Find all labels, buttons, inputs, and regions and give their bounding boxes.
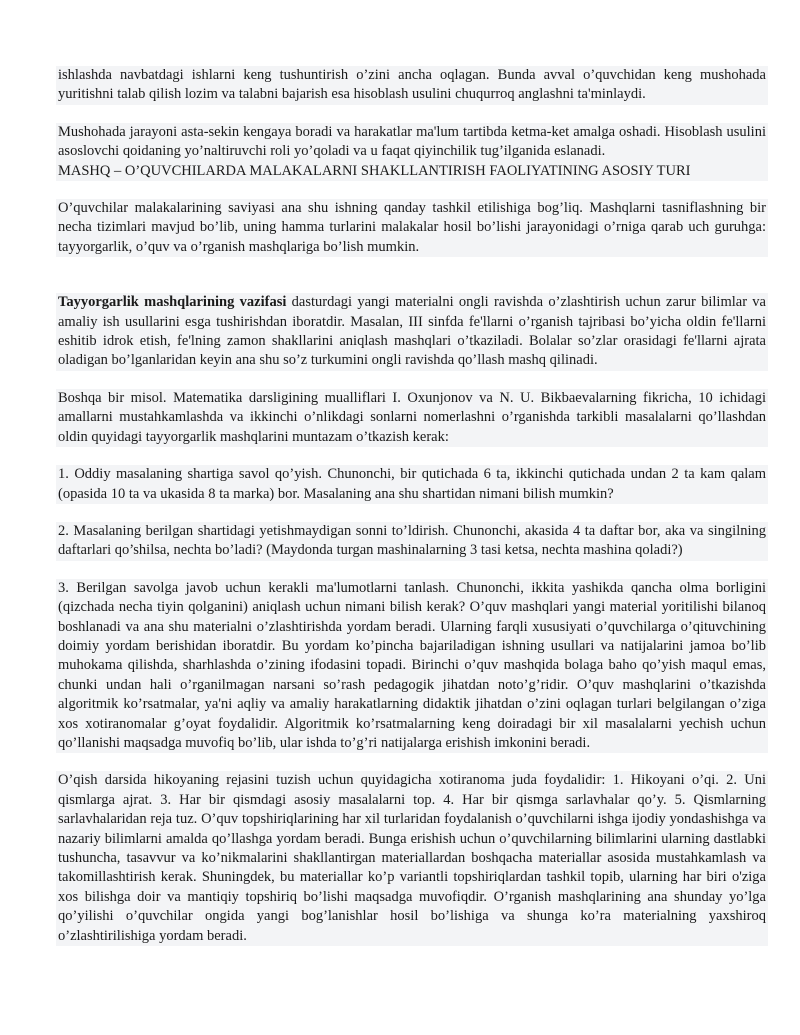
paragraph-spacer	[56, 257, 768, 293]
paragraph-spacer	[56, 561, 768, 579]
paragraph-spacer	[56, 371, 768, 389]
document-page	[56, 66, 768, 946]
paragraph-spacer	[56, 181, 768, 199]
paragraph-classification: O’quvchilar malakalarining saviyasi ana shu ishning qanday tashkil etilishiga bog’liq. Mashqlarni tasniflashning bir necha tizimlari mavjud bo’lib, uning hamma turlarini malakalar hosil bo’lishi jarayonidagi o’rniga qarab uch guruhga: tayyorgarlik, o’quv va o’rganish mashqlariga bo’lish mumkin.	[56, 199, 768, 257]
paragraph-preparatory-exercises	[56, 293, 768, 371]
paragraph-intro: ishlashda navbatdagi ishlarni keng tushuntirish o’zini ancha oqlagan. Bunda avval o’quvchidan keng mushohada yuritishni talab qilish lozim va talabni bajarish esa hisoblash usulini chuqurroq anglashni ta'minlaydi.	[56, 66, 768, 105]
section-heading: MASHQ – O’QUVCHILARDA MALAKALARNI SHAKLLANTIRISH FAOLIYATINING ASOSIY TURI	[58, 162, 691, 179]
paragraph-spacer	[56, 447, 768, 465]
paragraph-preparatory-text: dasturdagi yangi materialni ongli ravishda o’zlashtirish uchun zarur bilimlar va amaliy ish usullarini esga tushirishdan iboratdir. Masalan, III sinfda fe'llarni o’rganish tajribasi bo’yicha oldin fe'llarni eshitib idrok etish, fe'lning zamon shakllarini aniqlash mashqlari o’tkaziladi. Bolalar so’zlar orasidagi fe'llarni ajrata oladigan bo’lganlaridan keyin ana shu so’z turkumini ongli ravishda qo’llash mashq qilinadi.	[58, 294, 766, 369]
paragraph-observation	[56, 123, 768, 181]
paragraph-spacer	[56, 753, 768, 771]
paragraph-spacer	[56, 105, 768, 123]
bold-lead-term: Tayyorgarlik mashqlarining vazifasi	[58, 294, 287, 311]
list-item-2: 2. Masalaning berilgan shartidagi yetishmaydigan sonni to’ldirish. Chunonchi, akasida 4 ta daftar bor, aka va singilning daftarlari qo’shilsa, nechta bo’ladi? (Maydonda turgan mashinalarning 3 tasi ketsa, nechta mashina qoladi?)	[56, 522, 768, 561]
list-item-3: 3. Berilgan savolga javob uchun kerakli ma'lumotlarni tanlash. Chunonchi, ikkita yashikda qancha olma borligini (qizchada necha tiyin qolganini) aniqlash uchun nimani bilish kerak? O’quv mashqlari yangi material yoritilishi bilanoq boshlanadi va ana shu materialni o’zlashtirishda yordam beradi. Ularning farqli xususiyati o’quvchilarga o’qituvchining doimiy yordam berishidan iboratdir. Bu yordam ko’pincha bajariladigan ishning usullari va natijalarini jamoa bo’lib muhokama qilishda, sharhlashda o’zining ifodasini topadi. Birinchi o’quv mashqida bolaga baho qo’yish maqul emas, chunki undan hali o’rganilmagan narsani so’rash pedagogik jihatdan noto’g’ridir. O’quv mashqlarini o’tkazishda algoritmik ko’rsatmalar, ya'ni aqliy va amaliy harakatlarning didaktik jihatdan o’zini oqlagan turlari belgilangan o’ziga xos xotiranomalar g’oyat foydalidir. Algoritmik ko’rsatmalarning keng doiradagi bir xil masalalarni yechish uchun qo’llanishi maqsadga muvofiq bo’lib, ular ishda to’g’ri natijalarga erishish imkonini beradi.	[56, 579, 768, 754]
paragraph-spacer	[56, 504, 768, 522]
paragraph-example: Boshqa bir misol. Matematika darsligining mualliflari I. Oxunjonov va N. U. Bikbaevalarning fikricha, 10 ichidagi amallarni mustahkamlashda va ikkinchi o’nlikdagi sonlarni nomerlashni o’rganishda tarkibli masalalarni qo’llashdan oldin quyidagi tayyorgarlik mashqlarini muntazam o’tkazish kerak:	[56, 389, 768, 447]
paragraph-reading-lesson: O’qish darsida hikoyaning rejasini tuzish uchun quyidagicha xotiranoma juda foydalidir: 1. Hikoyani o’qi. 2. Uni qismlarga ajrat. 3. Har bir qismdagi asosiy masalalarni top. 4. Har bir qismga sarlavhalar qo’y. 5. Qismlarning sarlavhalaridan reja tuz. O’quv topshiriqlarining har xil turlaridan foydalanish o’quvchilarni ishga ijodiy yondashishga va nazariy bilimlarni amalda qo’llashga yordam beradi. Bunga erishish uchun o’quvchilarning bilimlarini ularning dastlabki tushuncha, tasavvur va ko’nikmalarini shakllantirgan materiallardan boshqacha materiallar asosida mustahkamlash va takomillashtirish kerak. Shuningdek, bu materiallar ko’p variantli topshiriqlardan tashkil topib, ularning har biri o'ziga xos bilishga doir va mantiqiy topshiriq bo’lishi maqsadga muvofiqdir. O’rganish mashqlarining ana shunday yo’lga qo’yilishi o’quvchilar ongida yangi bog’lanishlar hosil bo’lishiga va shunga ko’ra materialning yaxshiroq o’zlashtirilishiga yordam beradi.	[56, 771, 768, 946]
paragraph-observation-text: Mushohada jarayoni asta-sekin kengaya boradi va harakatlar ma'lum tartibda ketma-ket amalga oshadi. Hisoblash usulini asoslovchi qoidaning yo’naltiruvchi roli yo’qoladi va u faqat qiyinchilik tug’ilganida eslanadi.	[58, 123, 766, 160]
list-item-1: 1. Oddiy masalaning shartiga savol qo’yish. Chunonchi, bir qutichada 6 ta, ikkinchi qutichada undan 2 ta kam qalam (opasida 10 ta va ukasida 8 ta marka) bor. Masalaning ana shu shartidan nimani bilish mumkin?	[56, 465, 768, 504]
